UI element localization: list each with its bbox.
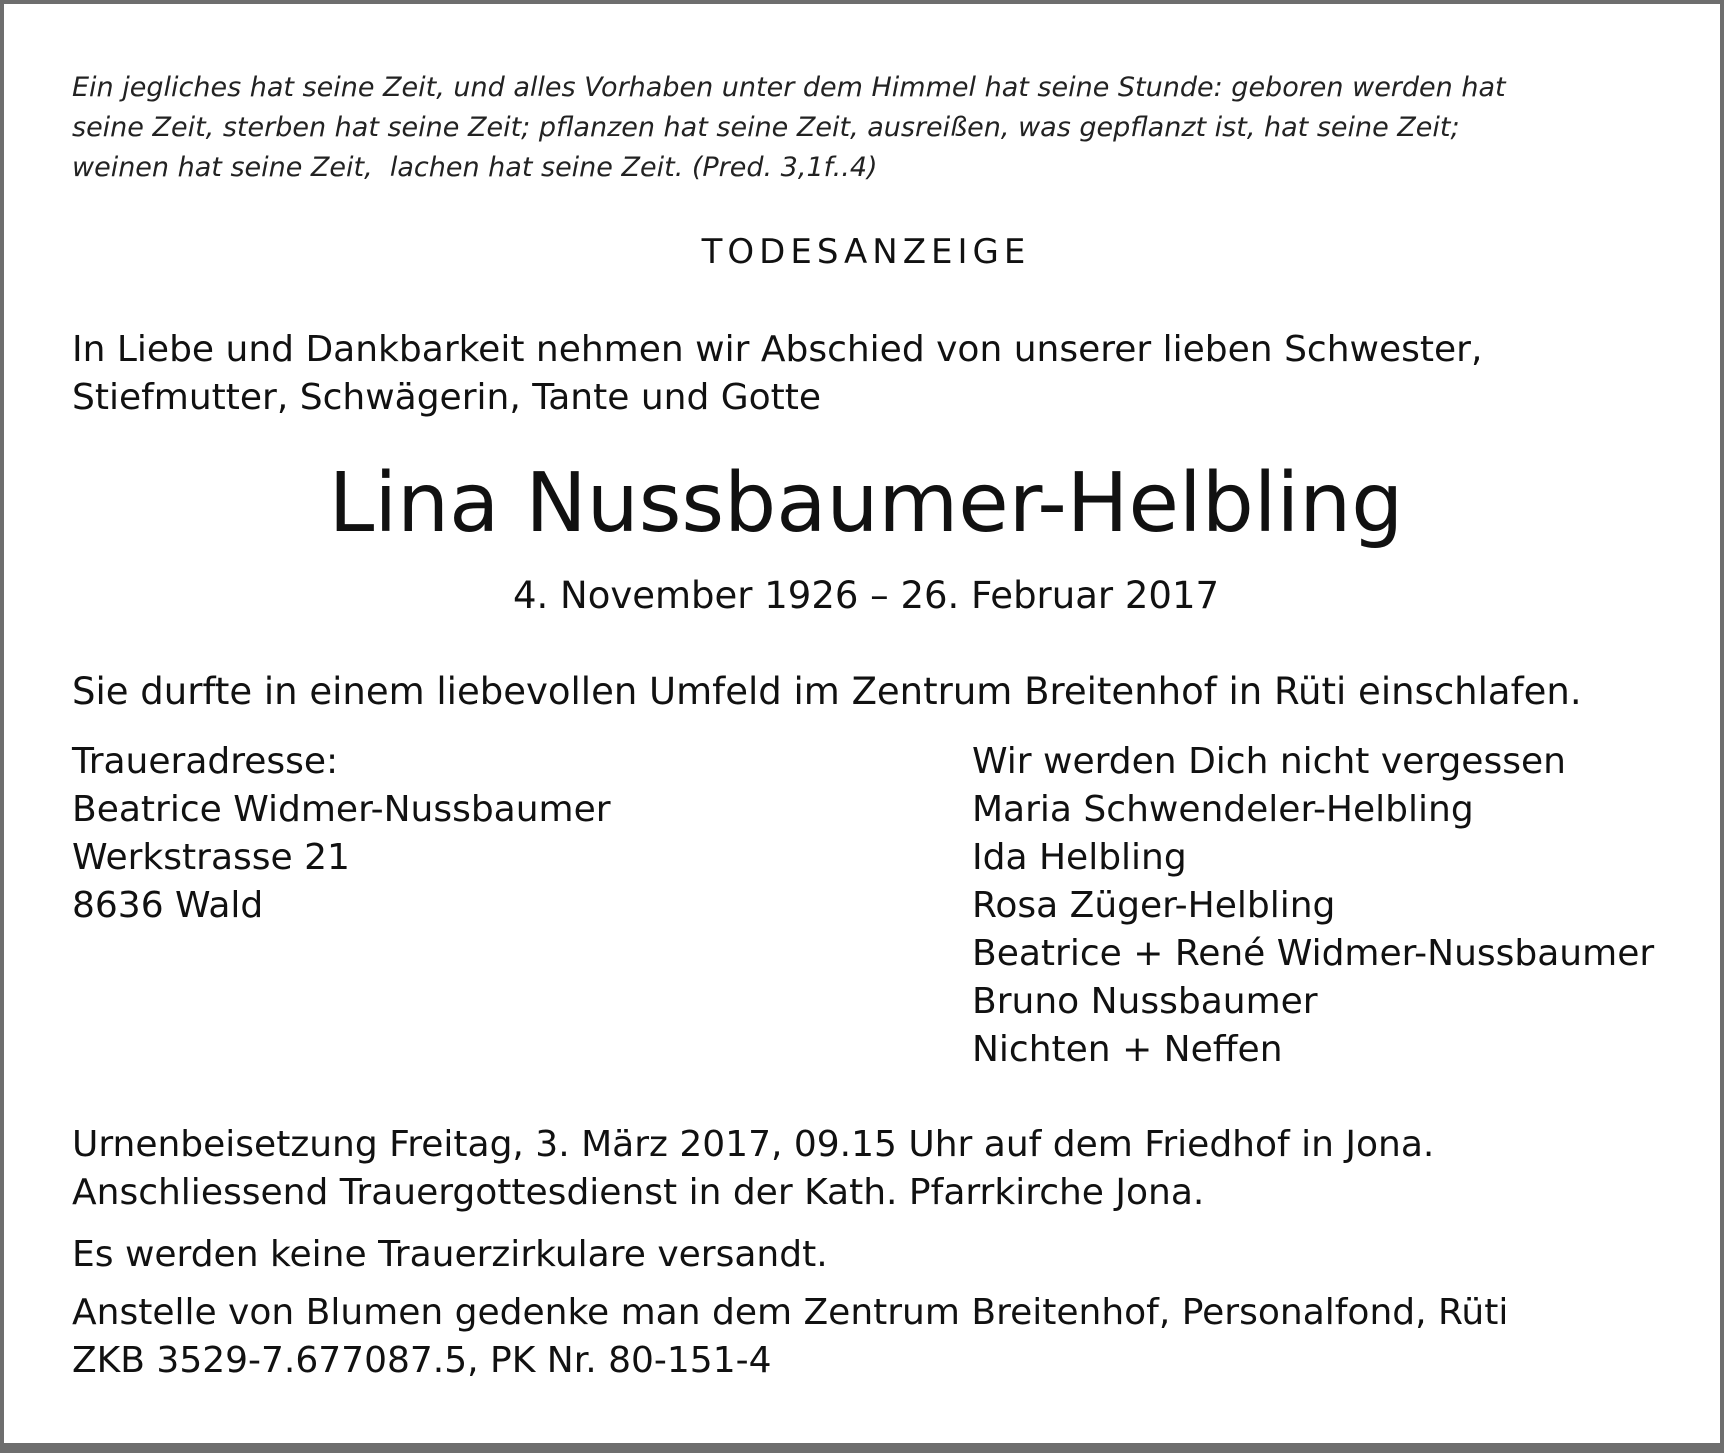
mourner-name: Rosa Züger-Helbling [972,885,1336,926]
address-line: 8636 Wald [72,885,264,926]
donation-line: Anstelle von Blumen gedenke man dem Zentrum Breitenhof, Personalfond, Rüti [72,1292,1509,1333]
address-line: Beatrice Widmer-Nussbaumer [72,789,611,830]
intro-line: In Liebe und Dankbarkeit nehmen wir Abschied von unserer lieben Schwester, [72,329,1483,370]
donation-info [72,1289,1508,1385]
burial-line: Urnenbeisetzung Freitag, 3. März 2017, 09.15 Uhr auf dem Friedhof in Jona. [72,1124,1435,1165]
passing-statement: Sie durfte in einem liebevollen Umfeld im Zentrum Breitenhof in Rüti einschlafen. [72,670,1582,713]
burial-info [72,1121,1434,1217]
bible-quote-line: seine Zeit, sterben hat seine Zeit; pflanzen hat seine Zeit, ausreißen, was gepflanzt ist, hat seine Zeit; [72,112,1460,143]
deceased-name: Lina Nussbaumer-Helbling [328,456,1404,551]
bible-quote [72,68,1506,188]
bible-quote-line: Ein jegliches hat seine Zeit, und alles Vorhaben unter dem Himmel hat seine Stunde: geboren werden hat [72,72,1506,103]
address-label: Traueradresse: [72,741,339,782]
bank-details: ZKB 3529-7.677087.5, PK Nr. 80-151-4 [72,1340,772,1381]
mourner-name: Beatrice + René Widmer-Nussbaumer [972,933,1655,974]
notice-heading: TODESANZEIGE [701,232,1031,272]
burial-line: Anschliessend Trauergottesdienst in der Kath. Pfarrkirche Jona. [72,1172,1205,1213]
life-dates: 4. November 1926 – 26. Februar 2017 [512,574,1220,617]
mourner-name: Ida Helbling [972,837,1187,878]
mourner-name: Maria Schwendeler-Helbling [972,789,1474,830]
address-line: Werkstrasse 21 [72,837,350,878]
mourners-list [972,738,1654,1074]
mourner-name: Nichten + Neffen [972,1029,1283,1070]
mourners-heading: Wir werden Dich nicht vergessen [972,741,1566,782]
circulars-note: Es werden keine Trauerzirkulare versandt. [72,1234,828,1275]
mourning-address [72,738,611,930]
intro-line: Stiefmutter, Schwägerin, Tante und Gotte [72,377,822,418]
mourner-name: Bruno Nussbaumer [972,981,1318,1022]
intro-text [72,326,1482,422]
bible-quote-line: weinen hat seine Zeit, lachen hat seine Zeit. (Pred. 3,1f..4) [72,152,878,183]
